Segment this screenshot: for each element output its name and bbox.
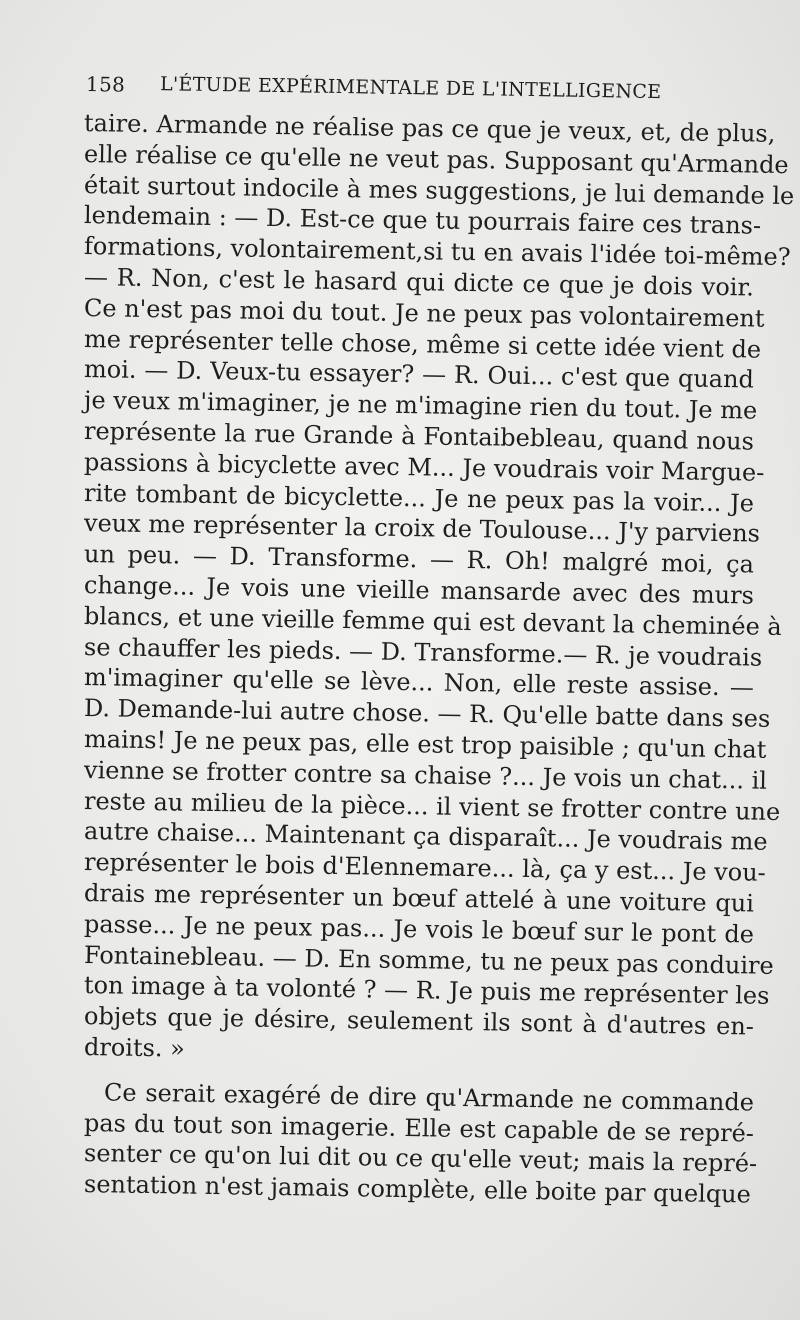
text-line: sentation n'est jamais complète, elle boite par quelque [83,1170,752,1209]
text-line: Fontainebleau. — D. En somme, tu ne peux pas conduire [83,940,774,980]
text-line: ton image à ta volonté ? — R. Je puis me représenter les [83,971,770,1011]
text-line: objets que je désire, seulement ils sont à d'autres en- [83,1002,755,1041]
text-line: autre chaise... Maintenant ça disparaît... Je voudrais me [83,817,768,857]
text-line: m'imaginer qu'elle se lève... Non, elle reste assise. — [83,663,755,702]
text-line: moi. — D. Veux-tu essayer? — R. Oui... c'est que quand [83,355,755,394]
paragraph [83,108,795,1063]
text-line: me représenter telle chose, même si cette idée vient de [83,324,762,364]
text-line: Ce n'est pas moi du tout. Je ne peux pas volontairement [83,293,765,333]
text-line: veux me représenter la croix de Toulouse... J'y parviens [83,509,761,548]
text-line: je veux m'imaginer, je ne m'imagine rien du tout. Je me [83,386,758,425]
paragraph [83,1077,758,1209]
text-line: taire. Armande ne réalise pas ce que je veux, et, de plus, [83,109,776,148]
text-line: un peu. — D. Transforme. — R. Oh! malgré moi, ça [83,540,755,579]
running-header [86,72,686,111]
body-text [83,108,795,1209]
text-line: rite tombant de bicyclette... Je ne peux pas la voir... Je [83,478,755,518]
text-line: était surtout indocile à mes suggestions, je lui demande le [83,170,795,210]
text-line: se chauffer les pieds. — D. Transforme.— R. je voudrais [83,632,763,672]
text-line: représente la rue Grande à Fontaibebleau, quand nous [83,416,755,456]
text-line: — R. Non, c'est le hasard qui dicte ce que je dois voir. [83,262,755,302]
text-line: droits. » [83,1032,186,1063]
text-line: Ce serait exagéré de dire qu'Armande ne commande [103,1078,755,1117]
text-line: passe... Je ne peux pas... Je vois le bœuf sur le pont de [83,909,755,949]
page-number: 158 [85,72,126,97]
text-line: reste au milieu de la pièce... il vient se frotter contre une [83,786,781,826]
text-line: passions à bicyclette avec M... Je voudrais voir Margue- [83,447,765,487]
text-line: blancs, et une vieille femme qui est devant la cheminée à [83,601,782,641]
text-line: change... Je vois une vieille mansarde avec des murs [83,570,755,610]
text-line: mains! Je ne peux pas, elle est trop paisible ; qu'un chat [83,724,767,764]
text-line: D. Demande-lui autre chose. — R. Qu'elle batte dans ses [83,694,771,733]
text-line: formations, volontairement,si tu en avais l'idée toi-même? [83,232,791,272]
text-line: senter ce qu'on lui dit ou ce qu'elle veut; mais la repré- [83,1139,758,1178]
running-title: L'ÉTUDE EXPÉRIMENTALE DE L'INTELLIGENCE [159,73,662,104]
text-line: pas du tout son imagerie. Elle est capable de se repré- [83,1108,755,1148]
text-line: représenter le bois d'Elennemare... là, ça y est... Je vou- [83,848,766,887]
text-line: lendemain : — D. Est-ce que tu pourrais faire ces trans- [83,201,762,241]
text-line: elle réalise ce qu'elle ne veut pas. Supposant qu'Armande [83,139,789,179]
text-line: vienne se frotter contre sa chaise ?... Je vois un chat... il [83,755,768,795]
text-line: drais me représenter un bœuf attelé à une voiture qui [83,878,755,918]
